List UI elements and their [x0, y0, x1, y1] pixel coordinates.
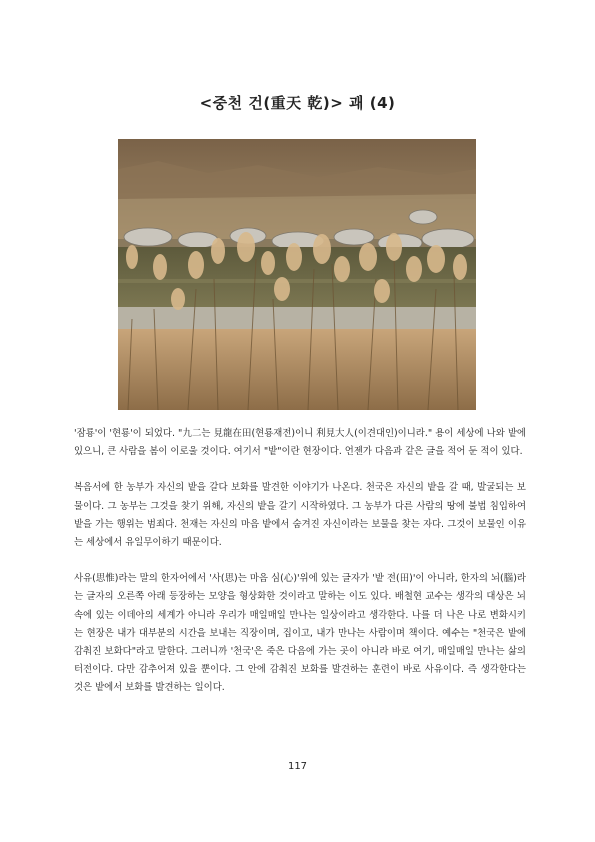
paragraph-2: 복음서에 한 농부가 자신의 밭을 갈다 보화를 발견한 이야기가 나온다. 천국은 자신의 밭을 갈 때, 발굴되는 보물이다. 그 농부는 그것을 찾기 위해, 자신의 밭을 갈기 시작하였다. 그 농부가 다른 사람의 땅에 불법 침입하여 밭을 가는 행위는 범죄다. 천재는 자신의 마음 밭에서 숨겨진 자신이라는 보물을 찾는 자다. 그것이 보물인 이유는 세상에서 유일무이하기 때문이다.	[74, 482, 526, 549]
riverbank-reeds-photo	[118, 139, 476, 410]
paragraph-3: 사유(思惟)라는 말의 한자어에서 '사(思)는 마음 심(心)'위에 있는 글자가 '밭 전(田)'이 아니라, 한자의 뇌(腦)라는 글자의 오른쪽 아래 등장하는 모양을 형상화한 것이라고 말하는 이도 있다. 배철현 교수는 생각의 대상은 뇌 속에 있는 이데아의 세계가 아니라 우리가 매일매일 만나는 일상이라고 생각한다. 나를 더 나은 나로 변화시키는 현장은 내가 대부분의 시간을 보내는 직장이며, 집이고, 내가 만나는 사람이며 책이다. 예수는 "천국은 밭에 감춰진 보화다"라고 말한다. 그러니까 '천국'은 죽은 다음에 가는 곳이 아니라 바로 여기, 매일매일 만나는 삶의 터전이다. 다만 감추어져 있을 뿐이다. 그 안에 감춰진 보화를 발견하는 훈련이 바로 사유이다. 즉 생각한다는 것은 밭에서 보화를 발견하는 일이다.	[74, 573, 526, 694]
page-number: 117	[287, 761, 308, 772]
paragraph-1: '잠룡'이 '현룡'이 되었다. "九二는 見龍在田(현룡재전)이니 利見大人(이견대인)이니라." 용이 세상에 나와 밭에 있으니, 큰 사람을 봄이 이로울 것이다. 여기서 "밭"이란 현장이다. 언젠가 다음과 같은 글을 적어 둔 적이 있다.	[74, 428, 526, 458]
page-title: <중천 건(重天 乾)> 괘 (4)	[199, 94, 396, 112]
body-text	[74, 425, 526, 716]
